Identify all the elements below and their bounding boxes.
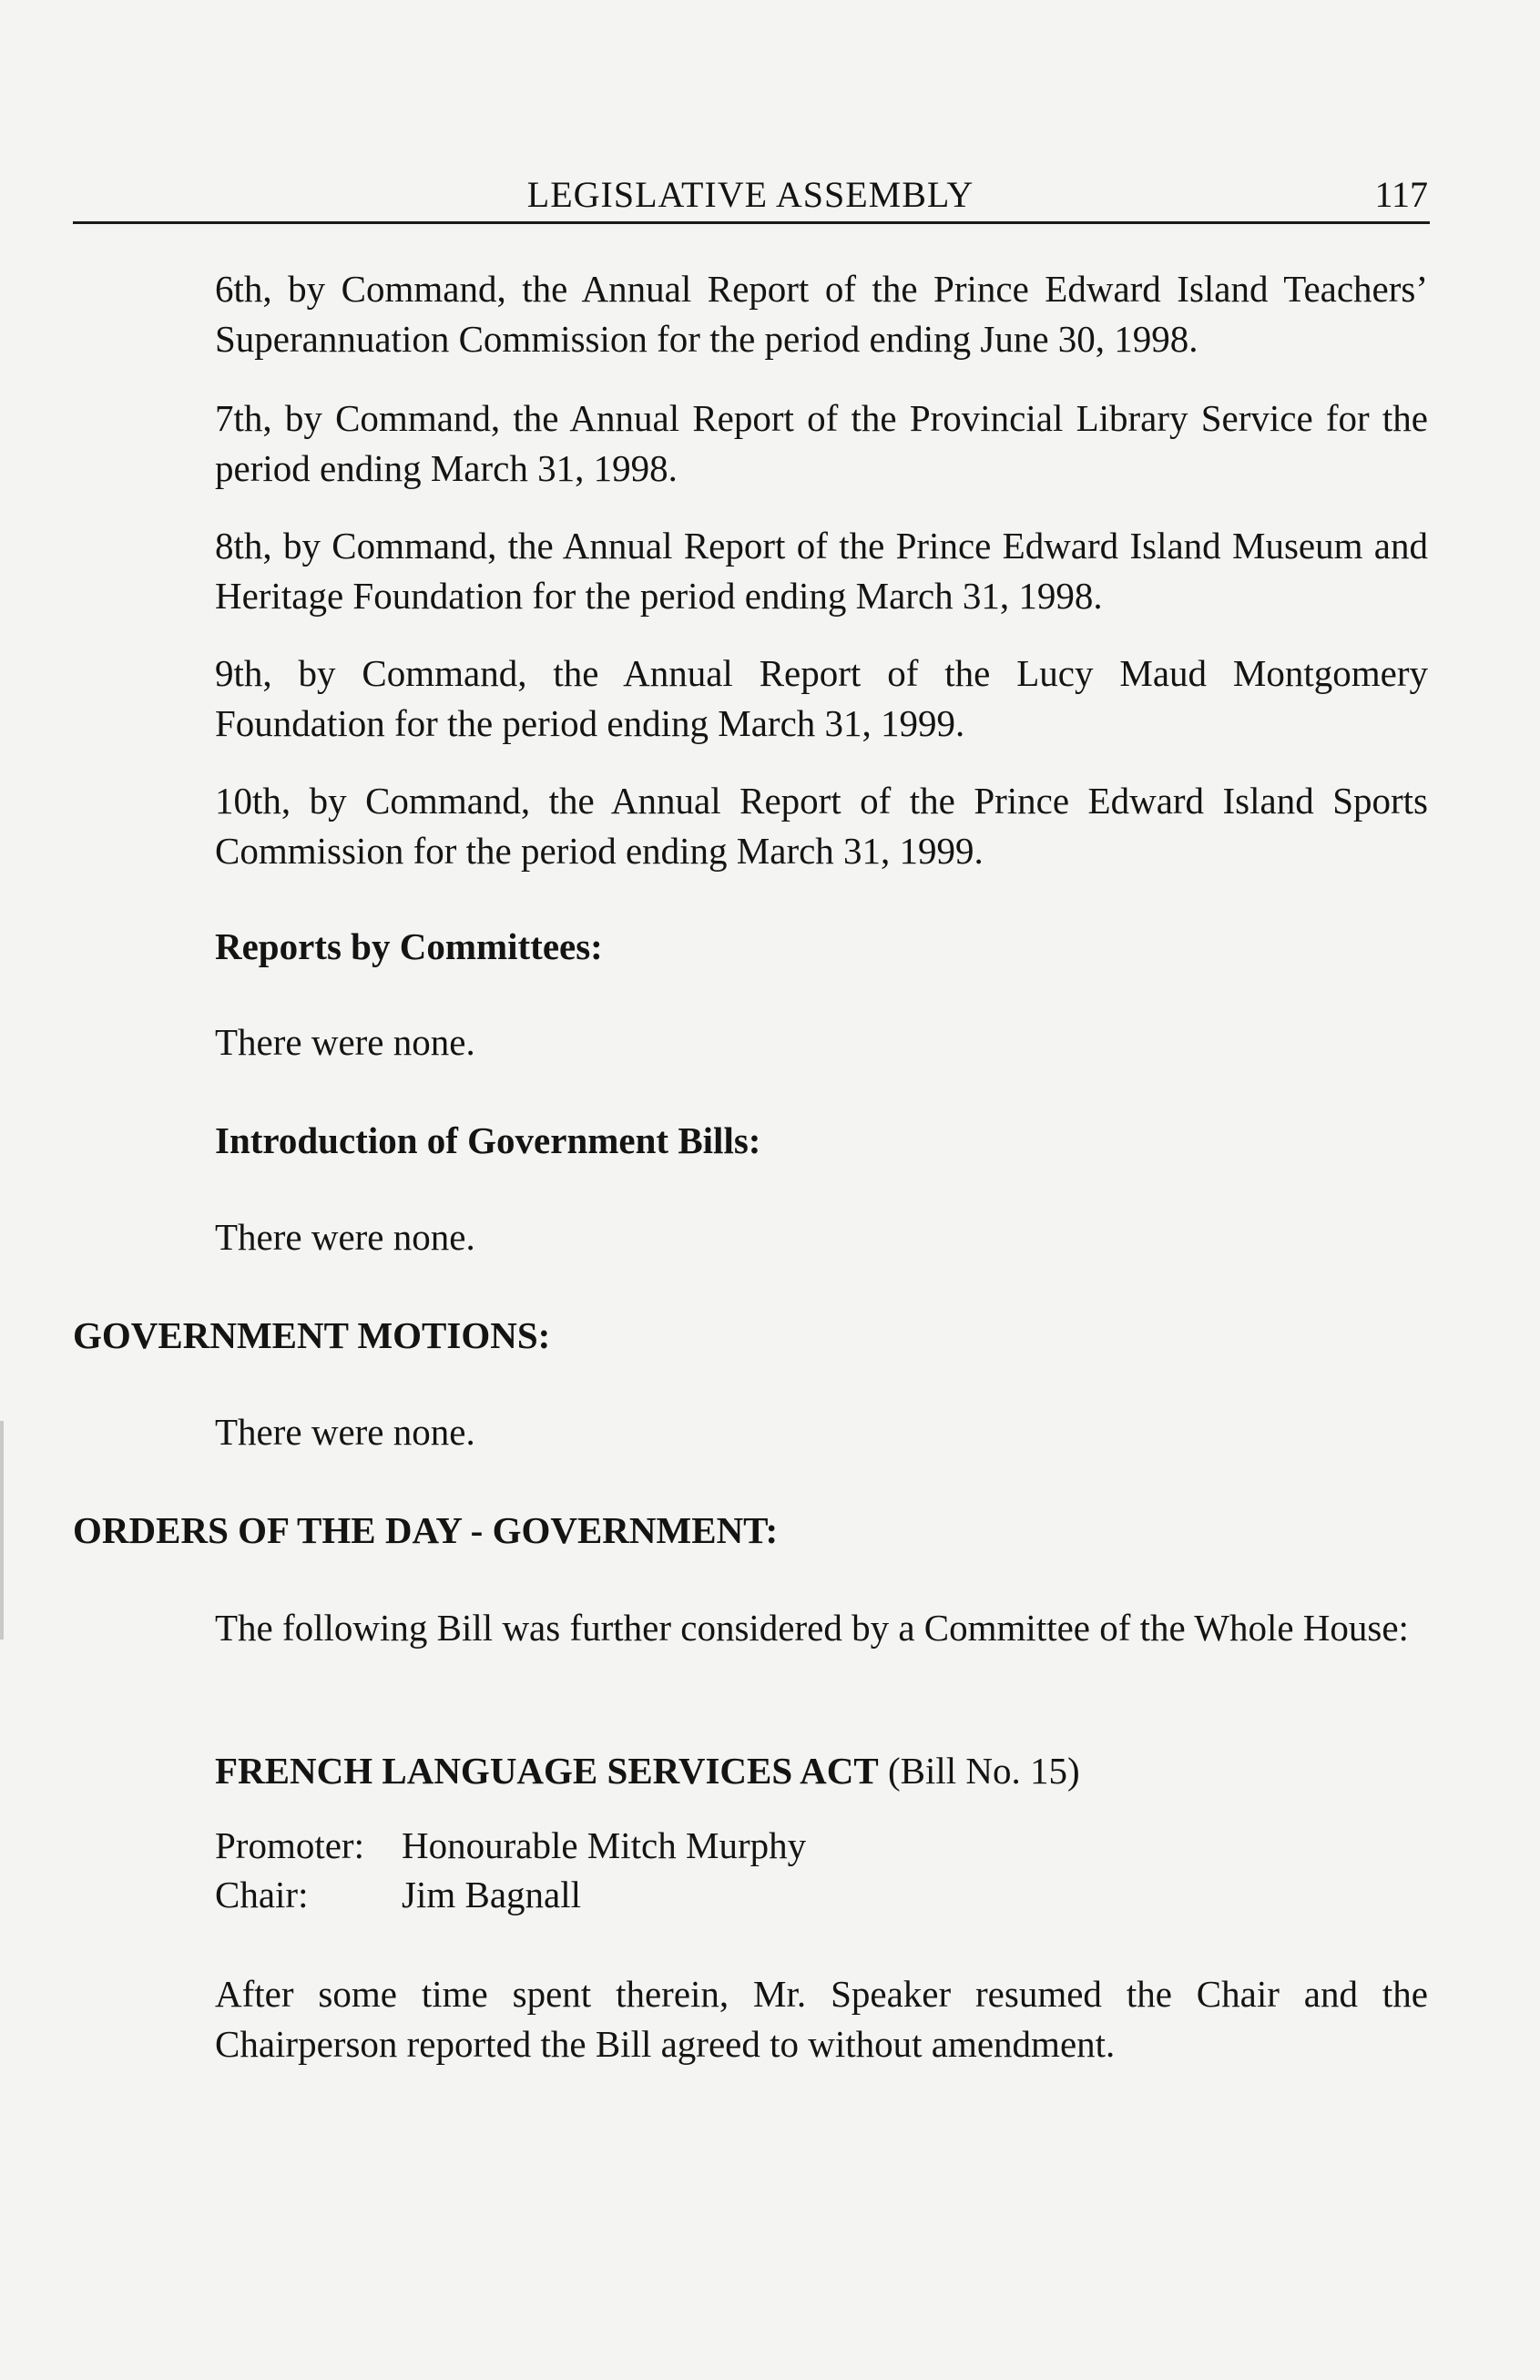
introduction-of-government-bills-text: There were none.: [215, 1216, 475, 1258]
bill-title: [215, 1749, 1080, 1793]
header-title: LEGISLATIVE ASSEMBLY: [526, 174, 974, 215]
reports-by-committees-text: There were none.: [215, 1021, 475, 1063]
government-motions-text: There were none.: [215, 1411, 475, 1453]
header-rule: [73, 221, 1430, 224]
promoter-row: [215, 1823, 806, 1867]
reports-by-committees-heading: Reports by Committees:: [215, 925, 603, 967]
orders-of-the-day-heading: ORDERS OF THE DAY - GOVERNMENT:: [73, 1509, 779, 1551]
chair-row: [215, 1873, 581, 1916]
bill-outcome-paragraph: After some time spent therein, Mr. Speaker resumed the Chair and the Chairperson reported the Bill agreed to without amendment.: [215, 1973, 1428, 2065]
page-number: 117: [1374, 174, 1428, 215]
report-paragraph-6th: 6th, by Command, the Annual Report of the Prince Edward Island Teachers’ Superannuation Commission for the period ending June 30, 1998.: [215, 268, 1428, 360]
scan-edge-mark: [0, 1421, 4, 1639]
introduction-of-government-bills-heading: Introduction of Government Bills:: [215, 1119, 761, 1161]
chair-label: Chair:: [215, 1874, 309, 1915]
promoter-label: Promoter:: [215, 1824, 364, 1866]
report-paragraph-9th: 9th, by Command, the Annual Report of the Lucy Maud Montgomery Foundation for the period ending March 31, 1999.: [215, 652, 1428, 744]
page-header: [73, 173, 1428, 228]
promoter-name: Honourable Mitch Murphy: [402, 1824, 807, 1866]
bill-name: FRENCH LANGUAGE SERVICES ACT: [215, 1750, 879, 1792]
orders-of-the-day-text: The following Bill was further considered by a Committee of the Whole House:: [215, 1607, 1409, 1649]
bill-number: (Bill No. 15): [878, 1750, 1080, 1792]
government-motions-heading: GOVERNMENT MOTIONS:: [73, 1314, 551, 1356]
chair-name: Jim Bagnall: [402, 1874, 582, 1915]
report-paragraph-10th: 10th, by Command, the Annual Report of the Prince Edward Island Sports Commission for the period ending March 31, 1999.: [215, 780, 1428, 872]
report-paragraph-7th: 7th, by Command, the Annual Report of the Provincial Library Service for the period ending March 31, 1998.: [215, 397, 1428, 489]
report-paragraph-8th: 8th, by Command, the Annual Report of the Prince Edward Island Museum and Heritage Foundation for the period ending March 31, 1998.: [215, 525, 1428, 617]
